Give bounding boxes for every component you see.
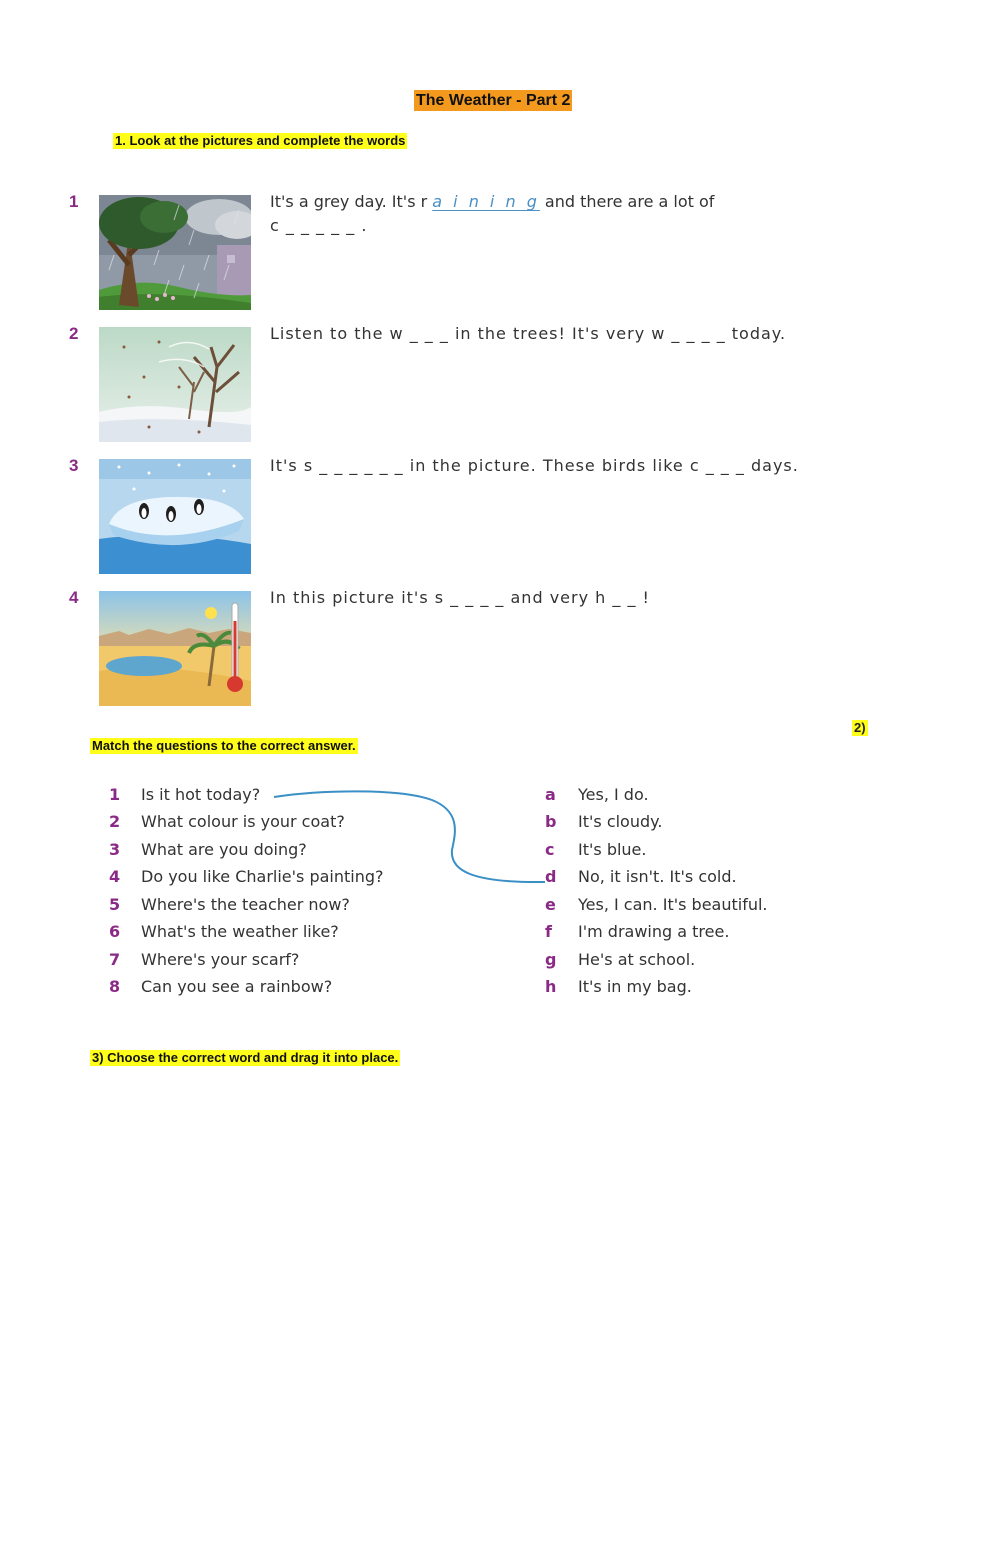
answers-list: a Yes, I do. b It's cloudy. c It's blue. d No, it isn't. It's cold. e Yes, I can. It's beautiful. f I'm drawing a tree. g He's at school. h It's in my bag. bbox=[545, 785, 768, 996]
item-number-3: 3 bbox=[69, 456, 79, 475]
item-number-2: 2 bbox=[69, 324, 79, 343]
item-1-sentence: It's a grey day. It's r a i n i n g and there are a lot of bbox=[270, 192, 715, 211]
questions-list: 1 Is it hot today? 2 What colour is your coat? 3 What are you doing? 4 Do you like Charlie's painting? 5 Where's the teacher now? 6 What's the weather like? 7 Where's your scarf? 8 Can you see a rainbow? bbox=[109, 785, 384, 996]
item-number-4: 4 bbox=[69, 588, 79, 607]
section2-label: 2) bbox=[854, 720, 866, 735]
item-number-1: 1 bbox=[69, 192, 79, 211]
item-4-sentence: In this picture it's s _ _ _ _ and very h _ _ ! bbox=[270, 588, 650, 607]
section2-heading: Match the questions to the correct answer. bbox=[92, 738, 356, 753]
section3-heading: 3) Choose the correct word and drag it into place. bbox=[92, 1050, 399, 1065]
page-title: The Weather - Part 2 bbox=[416, 92, 571, 109]
item-3-sentence: It's s _ _ _ _ _ _ in the picture. These birds like c _ _ _ days. bbox=[270, 456, 799, 475]
section1-heading: 1. Look at the pictures and complete the words bbox=[115, 133, 406, 148]
item-2-sentence: Listen to the w _ _ _ in the trees! It's very w _ _ _ _ today. bbox=[270, 324, 787, 343]
filled-answer-raining: a i n i n g bbox=[432, 192, 540, 211]
item-1-line2: c _ _ _ _ _ . bbox=[270, 216, 368, 235]
